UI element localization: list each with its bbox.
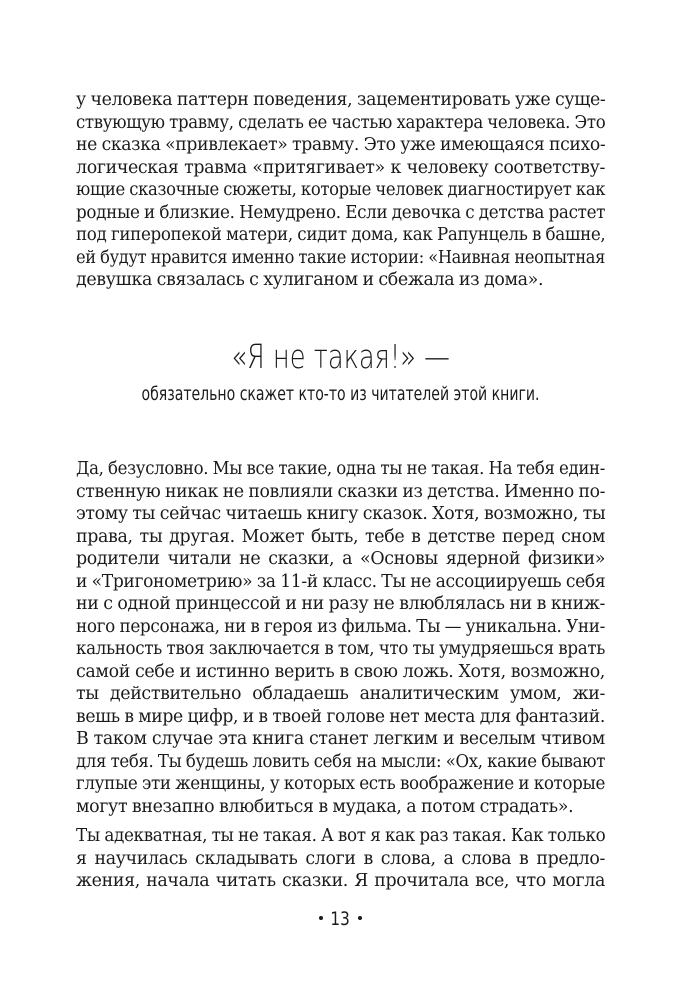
text-line: могут внезапно влюбиться в мудака, а потом страдать». xyxy=(76,796,574,817)
text-line: ного персонажа, ни в героя из фильма. Ты — уникальна. Уни- xyxy=(76,616,605,637)
text-line: ствующую травму, сделать ее частью характера человека. Это xyxy=(76,112,606,133)
dot-ornament-right xyxy=(358,916,362,920)
section-subheading: обязательно скажет кто-то из читателей этой книги. xyxy=(141,383,540,405)
text-line: не сказка «привлекает» травму. Это уже имеющаяся психо- xyxy=(76,135,606,155)
text-line: права, ты другая. Может быть, тебе в детстве перед сном xyxy=(76,526,605,547)
text-line: и «Тригонометрию» за 11-й класс. Ты не ассоциируешь себя xyxy=(76,571,606,592)
text-line: для тебя. Ты будешь ловить себя на мысли: «Ох, какие бывают xyxy=(76,751,605,772)
text-line: ющие сказочные сюжеты, которые человек диагностирует как xyxy=(76,180,606,200)
paragraph-3 xyxy=(76,825,605,893)
dot-ornament-left xyxy=(319,916,323,920)
text-line: девушка связалась с хулиганом и сбежала из дома». xyxy=(76,270,544,290)
text-line: у человека паттерн поведения, зацементировать уже суще- xyxy=(76,90,606,110)
paragraph-1 xyxy=(76,89,605,292)
text-line: родители читали не сказки, а «Основы ядерной физики» xyxy=(76,549,605,569)
page-number-value: 13 xyxy=(330,908,351,930)
text-line: Да, безусловно. Мы все такие, одна ты не такая. На тебя един- xyxy=(76,459,606,479)
text-line: родные и близкие. Немудрено. Если девочка с детства растет xyxy=(76,202,606,223)
text-line: этому ты сейчас читаешь книгу сказок. Хотя, возможно, ты xyxy=(76,504,606,524)
text-line: кальность твоя заключается в том, что ты умудряешься врать xyxy=(76,639,605,659)
text-line: глупые эти женщины, у которых есть воображение и которые xyxy=(76,774,605,794)
text-line: ственную никак не повлияли сказки из детства. Именно по- xyxy=(76,481,606,502)
text-line: В таком случае эта книга станет легким и веселым чтивом xyxy=(76,729,605,749)
text-line: я научилась складывать слоги в слова, а слова в предло- xyxy=(76,848,605,869)
paragraph-2 xyxy=(76,458,605,818)
text-line: ей будут нравится именно такие истории: «Наивная неопытная xyxy=(76,247,606,268)
text-line: ты действительно обладаешь аналитическим умом, жи- xyxy=(76,684,605,704)
text-line: Ты адекватная, ты не такая. А вот я как раз такая. Как только xyxy=(76,826,606,846)
section-heading: «Я не такая!» — xyxy=(231,337,450,376)
text-line: жения, начала читать сказки. Я прочитала все, что могла xyxy=(76,871,605,891)
text-line: вешь в мире цифр, и в твоей голове нет места для фантазий. xyxy=(76,706,605,727)
page-number xyxy=(0,908,681,930)
text-line: логическая травма «притягивает» к человеку соответству- xyxy=(76,157,605,178)
text-line: под гиперопекой матери, сидит дома, как Рапунцель в башне, xyxy=(76,225,606,245)
text-line: ни с одной принцессой и ни разу не влюблялась ни в книж- xyxy=(76,594,605,614)
text-line: самой себе и истинно верить в свою ложь. Хотя, возможно, xyxy=(76,661,605,682)
